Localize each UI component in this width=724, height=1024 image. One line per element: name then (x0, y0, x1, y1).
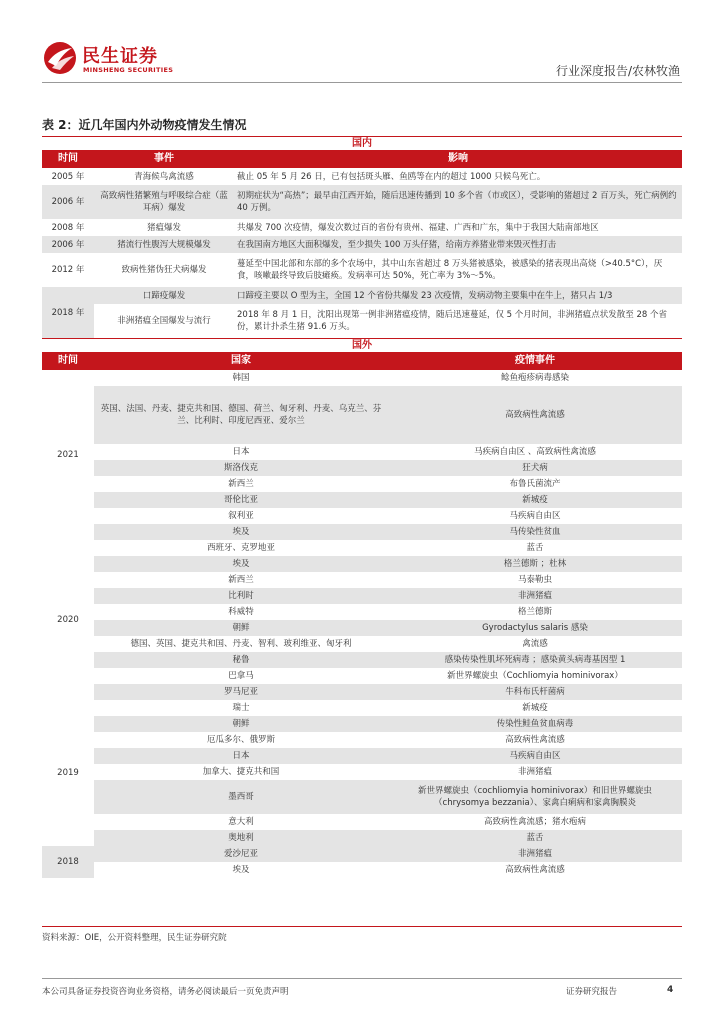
cell-country: 埃及 (94, 556, 388, 572)
cell-epidemic: Gyrodactylus salaris 感染 (388, 620, 682, 636)
table-row (42, 476, 682, 492)
cell-country: 英国、法国、丹麦、捷克共和国、德国、荷兰、匈牙利、丹麦、乌克兰、芬兰、比利时、印度尼西亚、爱尔兰 (94, 386, 388, 444)
table-row (42, 764, 682, 780)
cell-event: 猪流行性腹泻大规模爆发 (94, 236, 234, 253)
cell-year: 2021 (42, 370, 94, 540)
table-row (42, 780, 682, 814)
cell-epidemic: 马疾病自由区 (388, 748, 682, 764)
table-row (42, 748, 682, 764)
cell-country: 斯洛伐克 (94, 460, 388, 476)
cell-epidemic: 非洲猪瘟 (388, 846, 682, 862)
cell-impact: 共爆发 700 次疫情，爆发次数过百的省份有贵州、福建、广西和广东，集中于我国大陆南部地区 (237, 222, 599, 233)
table-row (42, 304, 682, 338)
table-row (42, 556, 682, 572)
cell-country: 德国、英国、捷克共和国、丹麦、智利、玻利维亚、匈牙利 (130, 639, 352, 649)
cell-event: 致病性猪伪狂犬病爆发 (121, 265, 207, 275)
cell-country: 韩国 (232, 373, 250, 383)
table-row (42, 492, 682, 508)
cell-country: 秘鲁 (94, 652, 388, 668)
table-row (42, 700, 682, 716)
table-row (42, 386, 682, 444)
table-row (42, 636, 682, 652)
cell-event: 非洲猪瘟全国爆发与流行 (94, 304, 234, 338)
cell-year: 2006 年 (42, 185, 94, 219)
cell-year: 2006 年 (42, 236, 94, 253)
section-label-foreign: 国外 (42, 338, 682, 352)
table-row (42, 668, 682, 684)
cell-country: 日本 (94, 748, 388, 764)
table-row (42, 287, 682, 304)
column-header-epidemic: 疫情事件 (515, 355, 555, 366)
table-row (42, 572, 682, 588)
cell-country: 奥地利 (94, 830, 388, 846)
column-header-time: 时间 (58, 153, 78, 164)
footer-divider (42, 978, 682, 979)
cell-epidemic: 蓝舌 (388, 830, 682, 846)
table-row (42, 684, 682, 700)
table-row (42, 732, 682, 748)
cell-country: 哥伦比亚 (94, 492, 388, 508)
cell-year: 2012 年 (51, 265, 85, 275)
cell-epidemic: 非洲猪瘟 (517, 767, 552, 777)
cell-epidemic: 马疾病自由区 、高致病性禽流感 (474, 447, 596, 457)
foreign-table (42, 370, 682, 878)
footer-disclaimer: 本公司具备证券投资咨询业务资格，请务必阅读最后一页免责声明 (42, 987, 289, 997)
cell-epidemic: 高致病性禽流感 (505, 865, 565, 875)
cell-impact: 初期症状为“高热”；最早由江西开始，随后迅速传播到 10 多个省（市或区），受影响的猪超过 2 百万头，死亡病例约 40 万例。 (234, 185, 682, 219)
cell-epidemic: 马传染性贫血 (388, 524, 682, 540)
table-row (42, 846, 682, 862)
minsheng-logo-icon (42, 40, 78, 76)
cell-country: 厄瓜多尔、俄罗斯 (206, 735, 275, 745)
cell-country: 西班牙、克罗地亚 (206, 543, 275, 553)
table-row (42, 219, 682, 236)
cell-country: 叙利亚 (228, 511, 254, 521)
cell-impact: 2018 年 8 月 1 日，沈阳出现第一例非洲猪瘟疫情，随后迅速蔓延，仅 5 个月时间，非洲猪瘟点状发散至 28 个省份，累计扑杀生猪 91.6 万头。 (234, 304, 682, 338)
cell-impact: 口蹄疫主要以 O 型为主，全国 12 个省份共爆发 23 次疫情，发病动物主要集中在牛上，猪只占 1/3 (234, 287, 682, 304)
table-row (42, 716, 682, 732)
domestic-table-header (42, 150, 682, 168)
page-number: 4 (667, 985, 674, 995)
data-source-note: 资料来源：OIE，公开资料整理，民生证券研究院 (42, 933, 227, 943)
table-row (42, 540, 682, 556)
cell-year: 2005 年 (51, 171, 85, 182)
cell-country: 意大利 (228, 817, 254, 827)
cell-year: 2008 年 (51, 222, 85, 233)
table-row (42, 830, 682, 846)
cell-epidemic: 牛科布氏杆菌病 (388, 684, 682, 700)
table-row (42, 524, 682, 540)
cell-epidemic: 格兰德斯 (517, 607, 552, 617)
cell-country: 朝鲜 (94, 620, 388, 636)
cell-country: 墨西哥 (94, 780, 388, 814)
cell-epidemic: 狂犬病 (388, 460, 682, 476)
cell-year: 2020 (42, 540, 94, 700)
cell-year: 2018 年 (42, 287, 94, 338)
cell-year: 2019 (42, 700, 94, 846)
epidemic-table (42, 136, 682, 878)
cell-epidemic: 非洲猪瘟 (388, 588, 682, 604)
cell-epidemic: 鲶鱼疱疹病毒感染 (500, 373, 569, 383)
cell-country: 加拿大、捷克共和国 (202, 767, 280, 777)
foreign-table-header (42, 352, 682, 370)
cell-epidemic: 高致病性禽流感；猪水疱病 (483, 817, 586, 827)
table-row (42, 862, 682, 878)
logo-english-name: MINSHENG SECURITIES (83, 66, 174, 74)
cell-event: 口蹄疫爆发 (94, 287, 234, 304)
page-header (0, 0, 724, 90)
cell-country: 新西兰 (228, 575, 254, 585)
cell-country: 朝鲜 (94, 716, 388, 732)
cell-impact: 截止 05 年 5 月 26 日，已有包括斑头雁、鱼鸥等在内的超过 1000 只候鸟死亡。 (237, 171, 546, 182)
cell-epidemic: 马疾病自由区 (509, 511, 561, 521)
domestic-table (42, 168, 682, 338)
cell-epidemic: 禽流感 (522, 639, 548, 649)
cell-epidemic: 新世界螺旋虫（cochliomyia hominivorax）和旧世界螺旋虫（chrysomya bezzania）、家禽白痢病和家禽胸膜炎 (388, 780, 682, 814)
cell-epidemic: 布鲁氏菌流产 (509, 479, 561, 489)
table-row (42, 620, 682, 636)
company-logo (42, 40, 172, 80)
table-row (42, 444, 682, 460)
table-row (42, 508, 682, 524)
cell-country: 埃及 (232, 865, 250, 875)
cell-epidemic: 新世界螺旋虫（Cochliomyia hominivorax） (447, 671, 623, 681)
table-title: 表 2：近几年国内外动物疫情发生情况 (42, 118, 247, 132)
cell-epidemic: 格兰德斯 ；杜林 (388, 556, 682, 572)
cell-event: 高致病性猪繁殖与呼吸综合症（蓝耳病）爆发 (94, 185, 234, 219)
cell-impact: 在我国南方地区大面积爆发，至少损失 100 万头仔猪，给南方养猪业带来毁灭性打击 (234, 236, 682, 253)
section-label-domestic: 国内 (42, 136, 682, 150)
table-row (42, 652, 682, 668)
cell-epidemic: 蓝舌 (526, 543, 544, 553)
cell-epidemic: 新城疫 (388, 492, 682, 508)
logo-chinese-name: 民生证券 (82, 46, 158, 67)
cell-country: 科威特 (228, 607, 254, 617)
cell-country: 瑞士 (232, 703, 250, 713)
source-divider (42, 926, 682, 927)
table-row (42, 370, 682, 386)
cell-epidemic: 高致病性禽流感 (388, 386, 682, 444)
cell-country: 爱沙尼亚 (94, 846, 388, 862)
cell-impact: 蔓延至中国北部和东部的多个农场中，其中山东省超过 8 万头猪被感染，被感染的猪表现出高烧（>40.5°C），厌食，咳嗽最终导致后肢瘫痪。发病率可达 50%，死亡率为 3%～5%。 (237, 259, 663, 281)
cell-country: 日本 (232, 447, 250, 457)
cell-year: 2018 (42, 846, 94, 878)
cell-event: 青海候鸟禽流感 (134, 171, 194, 182)
report-category: 行业深度报告/农林牧渔 (555, 64, 680, 78)
cell-epidemic: 传染性鲑鱼贫血病毒 (388, 716, 682, 732)
table-row (42, 588, 682, 604)
cell-country: 罗马尼亚 (94, 684, 388, 700)
header-divider (42, 82, 682, 83)
cell-country: 埃及 (94, 524, 388, 540)
column-header-time: 时间 (58, 355, 78, 366)
table-row (42, 253, 682, 287)
column-header-event: 事件 (154, 153, 174, 164)
cell-event: 猪瘟爆发 (146, 222, 181, 233)
cell-epidemic: 新城疫 (522, 703, 548, 713)
column-header-country: 国家 (231, 355, 251, 366)
table-row (42, 185, 682, 219)
table-row (42, 168, 682, 185)
cell-country: 比利时 (94, 588, 388, 604)
table-row (42, 814, 682, 830)
cell-epidemic: 马泰勒虫 (517, 575, 552, 585)
table-row (42, 460, 682, 476)
footer-report-label: 证券研究报告 (566, 987, 618, 997)
column-header-impact: 影响 (448, 153, 468, 164)
cell-epidemic: 高致病性禽流感 (505, 735, 565, 745)
table-row (42, 604, 682, 620)
cell-epidemic: 感染传染性肌坏死病毒 ；感染黄头病毒基因型 1 (388, 652, 682, 668)
table-row (42, 236, 682, 253)
cell-country: 巴拿马 (228, 671, 254, 681)
cell-country: 新西兰 (228, 479, 254, 489)
